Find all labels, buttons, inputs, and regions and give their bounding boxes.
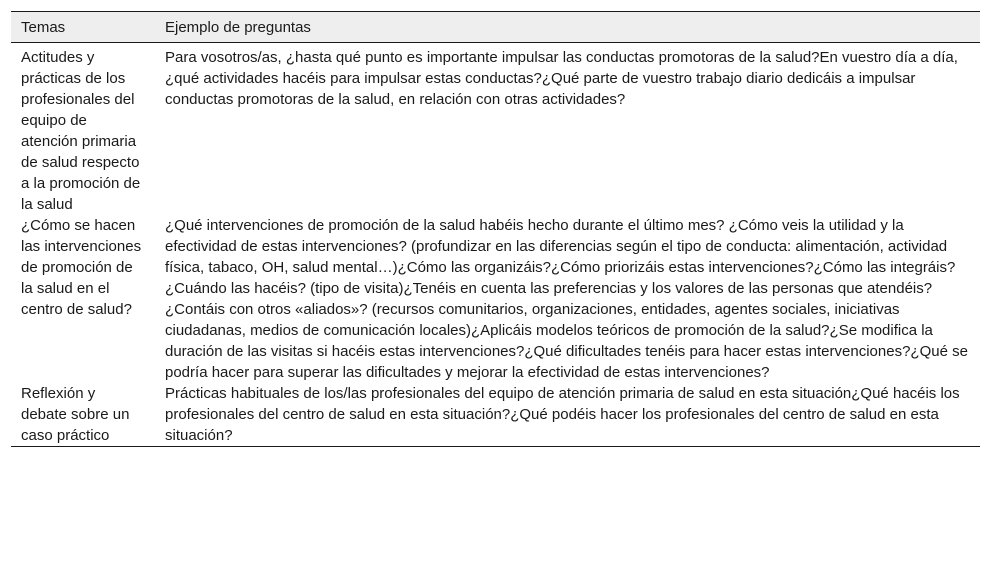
cell-tema: Actitudes y prácticas de los profesionales del equipo de atención primaria de salud respecto a la promoción de la salud	[21, 49, 141, 213]
interview-guide-table-wrapper	[11, 11, 980, 447]
header-temas: Temas	[21, 18, 66, 36]
header-preguntas: Ejemplo de preguntas	[165, 18, 311, 36]
table-row	[11, 383, 980, 447]
cell-preguntas: ¿Qué intervenciones de promoción de la salud habéis hecho durante el último mes? ¿Cómo veis la utilidad y la efectividad de estas intervenciones? (profundizar en las diferencias según el tipo de conducta: alimentación, actividad física, tabaco, OH, salud mental…)¿Cómo las organizáis?¿Cómo priorizáis estas intervenciones?¿Cómo las integráis?¿Cuándo las hacéis? (tipo de visita)¿Tenéis en cuenta las preferencias y los valores de las personas que atendéis?¿Contáis con otros «aliados»? (recursos comunitarios, organizaciones, entidades, agentes sociales, iniciativas ciudadanas, medios de comunicación locales)¿Aplicáis modelos teóricos de promoción de la salud?¿Se modifica la duración de las visitas si hacéis estas intervenciones?¿Qué dificultades tenéis para hacer estas intervenciones?¿Qué se podría hacer para superar las dificultades y mejorar la efectividad de estas intervenciones?	[165, 217, 968, 381]
cell-preguntas: Para vosotros/as, ¿hasta qué punto es importante impulsar las conductas promotoras de la salud?En vuestro día a día, ¿qué actividades hacéis para impulsar estas conductas?¿Qué parte de vuestro trabajo diario dedicáis a impulsar conductas promotoras de la salud, en relación con otras actividades?	[165, 49, 958, 108]
cell-tema: Reflexión y debate sobre un caso práctico	[21, 385, 130, 444]
cell-preguntas: Prácticas habituales de los/las profesionales del equipo de atención primaria de salud en esta situación¿Qué hacéis los profesionales del centro de salud en esta situación?¿Qué podéis hacer los profesionales del centro de salud en esta situación?	[165, 385, 960, 444]
table-header	[11, 12, 980, 43]
table-row	[11, 43, 980, 216]
table-header-row	[11, 12, 980, 43]
table-row	[11, 215, 980, 383]
table-body	[11, 43, 980, 447]
interview-guide-table	[11, 11, 980, 447]
cell-tema: ¿Cómo se hacen las intervenciones de promoción de la salud en el centro de salud?	[21, 217, 142, 318]
